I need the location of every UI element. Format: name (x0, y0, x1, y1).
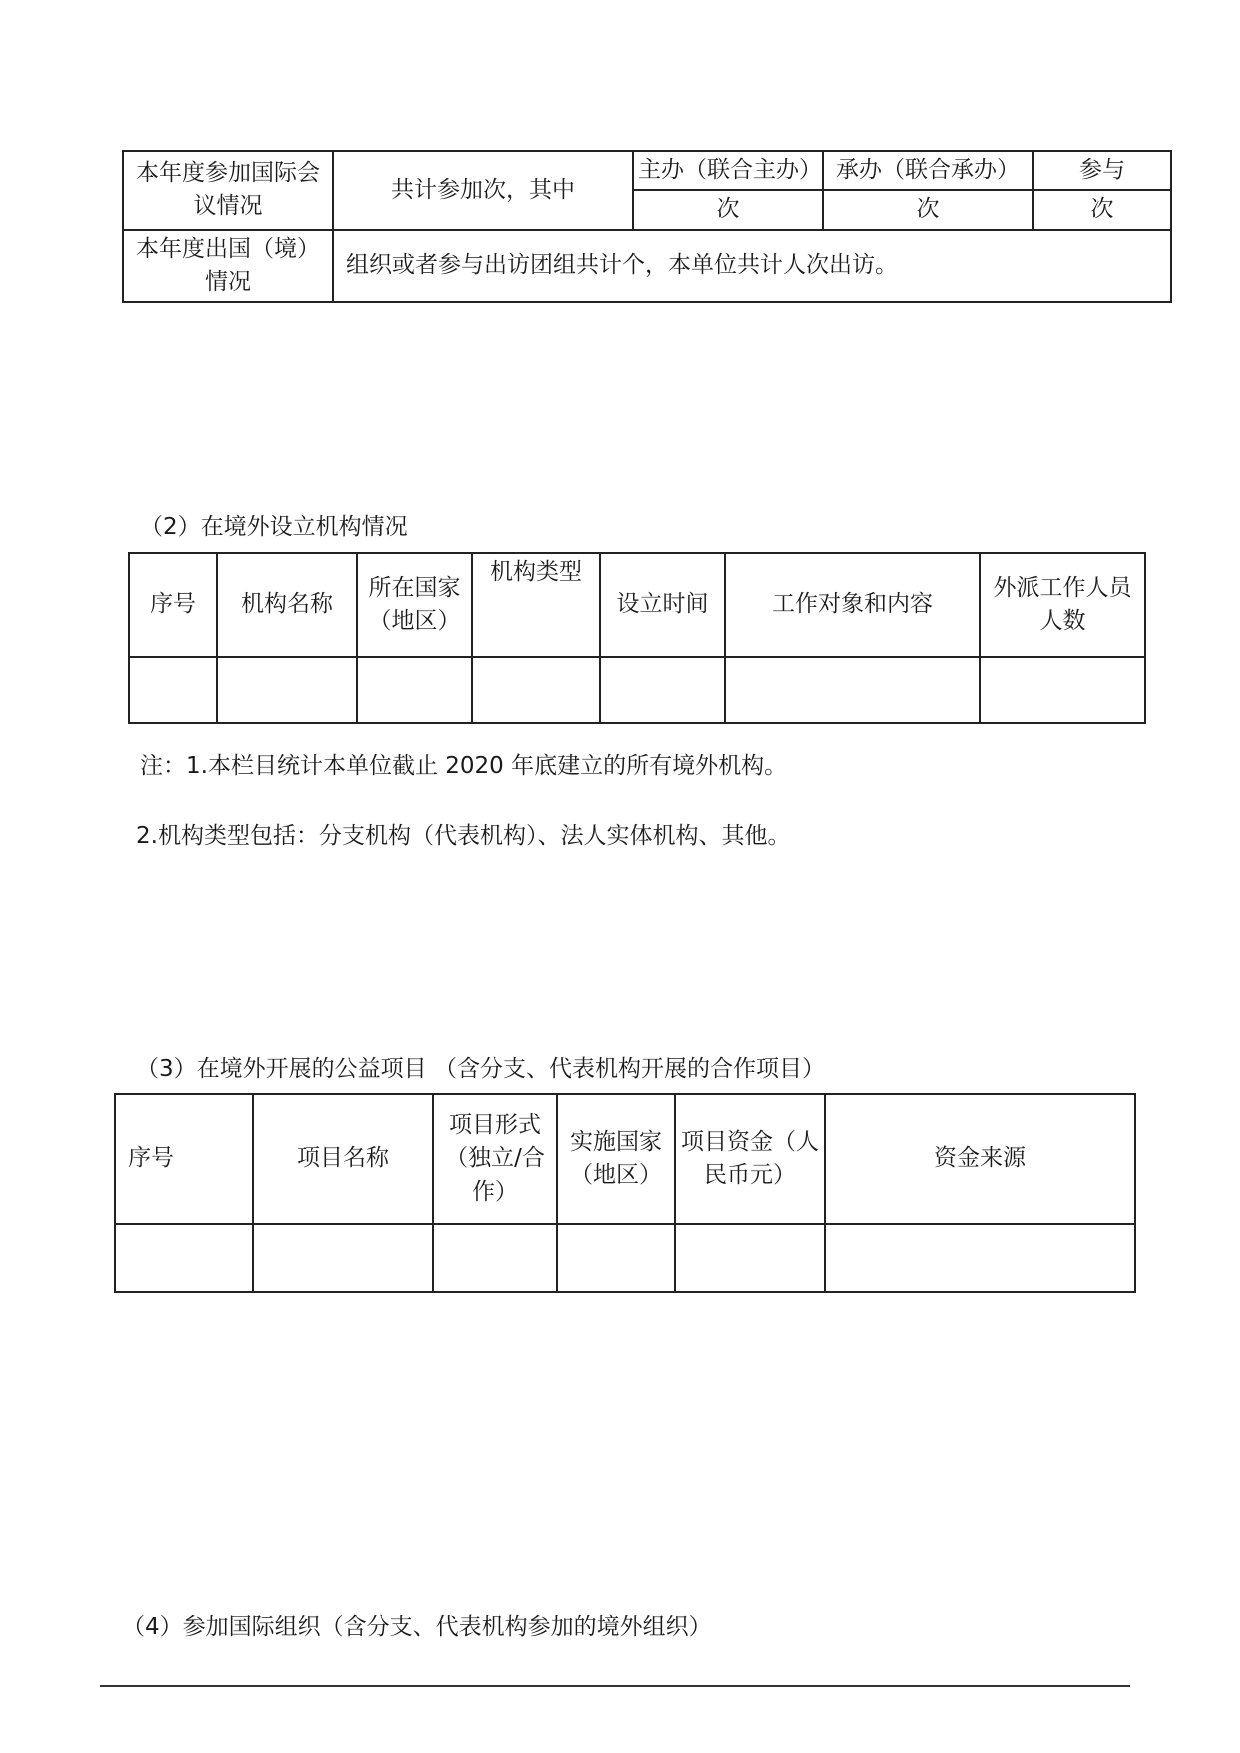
header-project-form: 项目形式（独立/合作） (433, 1094, 557, 1224)
section-3-title: （3）在境外开展的公益项目 （含分支、代表机构开展的合作项目） (136, 1056, 825, 1082)
header-implementing-country: 实施国家（地区） (557, 1094, 675, 1224)
empty-cell[interactable] (675, 1224, 825, 1292)
empty-cell[interactable] (217, 657, 357, 723)
empty-cell[interactable] (600, 657, 725, 723)
header-project-name: 项目名称 (253, 1094, 433, 1224)
empty-cell[interactable] (129, 657, 217, 723)
host-count-cell[interactable]: 次 (633, 190, 823, 229)
empty-cell[interactable] (825, 1224, 1135, 1292)
undertake-count-cell[interactable]: 次 (823, 190, 1033, 229)
empty-cell[interactable] (725, 657, 980, 723)
header-project-funds: 项目资金（人民币元） (675, 1094, 825, 1224)
international-activity-table (122, 150, 1172, 303)
empty-cell[interactable] (115, 1224, 253, 1292)
header-established-time: 设立时间 (600, 553, 725, 657)
empty-cell[interactable] (472, 657, 600, 723)
col-participate-header: 参与 (1033, 151, 1171, 190)
meeting-row-label: 本年度参加国际会议情况 (123, 151, 333, 230)
meeting-total-cell[interactable]: 共计参加次，其中 (333, 151, 633, 230)
bottom-divider (100, 1685, 1130, 1687)
table-row (115, 1224, 1135, 1292)
empty-cell[interactable] (980, 657, 1145, 723)
note-2: 2.机构类型包括：分支机构（代表机构）、法人实体机构、其他。 (136, 823, 791, 849)
section-4-title: （4）参加国际组织（含分支、代表机构参加的境外组织） (122, 1614, 712, 1640)
header-country: 所在国家（地区） (357, 553, 472, 657)
empty-cell[interactable] (357, 657, 472, 723)
header-institution-type: 机构类型 (472, 553, 600, 657)
participate-count-cell[interactable]: 次 (1033, 190, 1171, 229)
header-index: 序号 (115, 1094, 253, 1224)
col-undertake-header: 承办（联合承办） (823, 151, 1033, 190)
outbound-value-cell[interactable]: 组织或者参与出访团组共计个，本单位共计人次出访。 (333, 230, 1171, 303)
empty-cell[interactable] (253, 1224, 433, 1292)
header-institution-name: 机构名称 (217, 553, 357, 657)
section-2-title: （2）在境外设立机构情况 (140, 514, 408, 540)
empty-cell[interactable] (557, 1224, 675, 1292)
col-host-header: 主办（联合主办） (633, 151, 823, 190)
note-1: 注：1.本栏目统计本单位截止 2020 年底建立的所有境外机构。 (140, 753, 788, 779)
header-index: 序号 (129, 553, 217, 657)
header-work-content: 工作对象和内容 (725, 553, 980, 657)
empty-cell[interactable] (433, 1224, 557, 1292)
outbound-row-label: 本年度出国（境）情况 (123, 230, 333, 303)
header-staff-count: 外派工作人员人数 (980, 553, 1145, 657)
table-row (129, 657, 1145, 723)
overseas-institution-table (128, 552, 1146, 724)
public-welfare-project-table (114, 1093, 1136, 1293)
header-fund-source: 资金来源 (825, 1094, 1135, 1224)
